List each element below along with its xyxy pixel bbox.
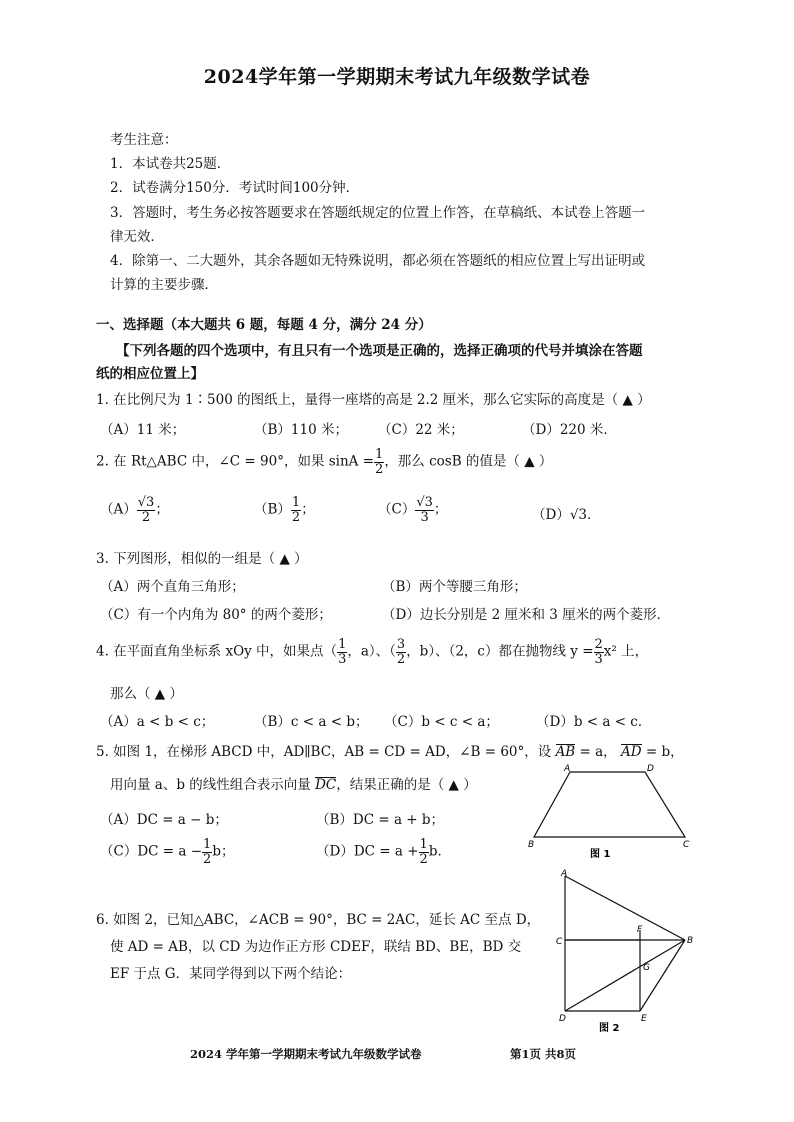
q5-option-c — [100, 838, 234, 866]
question-6-line-1: 6. 如图 2，已知△ABC，∠ACB = 90°，BC = 2AC，延长 AC 至点 D， — [96, 912, 541, 928]
q5-option-d — [316, 838, 451, 866]
option-part: b； — [212, 843, 235, 860]
notice-item: 1．本试卷共25题． — [110, 156, 231, 172]
question-4-stem-2: 那么（ ▲ ） — [110, 686, 183, 702]
q1-option-b: （B）110 米； — [254, 422, 348, 438]
notice-item: 4．除第一、二大题外，其余各题如无特殊说明，都必须在答题纸的相应位置上写出证明或 — [110, 253, 646, 269]
denominator: 2 — [419, 851, 428, 867]
vertex-label-d: D — [559, 1014, 566, 1024]
question-6-line-3: EF 于点 G．某同学得到以下两个结论： — [110, 966, 352, 982]
numerator: 1 — [291, 495, 301, 510]
q4-option-c: （C）b < c < a； — [384, 714, 499, 730]
denominator: 2 — [141, 509, 151, 525]
q3-option-c: （C）有一个内角为 80° 的两个菱形； — [100, 607, 332, 623]
q4-option-b: （B）c < a < b； — [254, 714, 369, 730]
numerator: 1 — [375, 447, 384, 462]
option-label: （A） — [100, 501, 137, 518]
option-end: ； — [301, 501, 315, 518]
page-number: 第1页 共8页 — [510, 1047, 577, 1061]
figure-1-caption: 图 1 — [590, 849, 611, 860]
q4-stem-part: ，a）、（ — [347, 643, 396, 660]
vertex-label-c: C — [683, 840, 690, 850]
option-part: b． — [428, 843, 451, 860]
q1-option-d: （D）220 米． — [522, 422, 617, 438]
question-6-line-2: 使 AD = AB，以 CD 为边作正方形 CDEF，联结 BD、BE，BD 交 — [110, 939, 522, 955]
option-part: （C）DC = a − — [100, 843, 203, 860]
question-4-stem — [96, 638, 648, 666]
fraction — [202, 838, 212, 866]
question-3-stem: 3. 下列图形，相似的一组是（ ▲ ） — [96, 551, 308, 567]
option-label: （B） — [254, 501, 291, 518]
q4-option-d: （D）b < a < c． — [536, 714, 652, 730]
notice-heading: 考生注意： — [110, 132, 178, 148]
option-part: （D）DC = a + — [316, 843, 419, 860]
question-1-stem: 1. 在比例尺为 1∶500 的图纸上，量得一座塔的高是 2.2 厘米，那么它实际的高度是（ ▲ ） — [96, 392, 651, 408]
q1-option-a: （A）11 米； — [100, 422, 186, 438]
option-end: ； — [155, 501, 169, 518]
numerator: 1 — [338, 637, 347, 652]
q2-option-c — [378, 496, 447, 524]
denominator: 3 — [420, 509, 429, 525]
q4-stem-part: x² 上， — [603, 643, 649, 660]
vertex-label-a: A — [564, 764, 571, 774]
vector-ad: AD — [620, 744, 642, 760]
q4-option-a: （A）a < b < c； — [100, 714, 215, 730]
notice-item: 计算的主要步骤． — [110, 277, 218, 293]
notice-item: 3．答题时，考生务必按答题要求在答题纸规定的位置上作答，在草稿纸、本试卷上答题一 — [110, 205, 646, 221]
question-5-stem — [96, 740, 684, 760]
denominator: 2 — [291, 509, 301, 525]
segment-be — [640, 940, 685, 1011]
page-title: 2024学年第一学期期末考试九年级数学试卷 — [203, 66, 591, 88]
numerator: 1 — [203, 837, 212, 852]
denominator: 2 — [396, 651, 406, 667]
numerator: 1 — [419, 837, 428, 852]
option-label: （C） — [378, 501, 416, 518]
vertex-label-b: B — [687, 936, 694, 946]
denominator: 2 — [203, 851, 212, 867]
q3-option-d: （D）边长分别是 2 厘米和 3 厘米的两个菱形． — [382, 607, 671, 623]
figure-2-caption: 图 2 — [599, 1023, 620, 1034]
q5-stem-part: ，结果正确的是（ ▲ ） — [336, 777, 477, 793]
figure-1-trapezoid — [520, 762, 700, 862]
q2-option-b — [254, 496, 315, 524]
fraction — [415, 496, 434, 524]
q5-stem-part: = b， — [641, 744, 684, 760]
fraction — [137, 496, 156, 524]
numerator: 2 — [594, 637, 603, 652]
q2-option-d: （D）√3． — [532, 507, 601, 523]
q5-option-b: （B）DC = a + b； — [316, 812, 445, 828]
fraction — [396, 638, 406, 666]
vertex-label-a: A — [561, 869, 568, 879]
section-instruction: 纸的相应位置上】 — [96, 366, 204, 382]
trapezoid-shape — [534, 772, 685, 837]
denominator: 2 — [375, 461, 384, 477]
fraction — [374, 448, 384, 476]
q3-option-b: （B）两个等腰三角形； — [382, 579, 527, 595]
segment-bd — [565, 940, 685, 1011]
vertex-label-f: F — [637, 925, 643, 935]
q2-option-a — [100, 496, 169, 524]
notice-item: 律无效． — [110, 229, 164, 245]
vertex-label-e: E — [641, 1014, 647, 1024]
vector-dc: DC — [315, 777, 337, 793]
q2-stem-part: ，那么 cosB 的值是（ ▲ ） — [384, 453, 553, 470]
denominator: 3 — [338, 651, 347, 667]
vertex-label-c: C — [556, 937, 563, 947]
fraction — [337, 638, 347, 666]
numerator: 3 — [396, 637, 406, 652]
section-heading: 一、选择题（本大题共 6 题，每题 4 分，满分 24 分） — [96, 317, 432, 333]
question-5-stem-2 — [110, 773, 477, 793]
q5-stem-part: = a， — [575, 744, 617, 760]
q5-stem-part: 5. 如图 1，在梯形 ABCD 中，AD∥BC，AB = CD = AD，∠B = 60°，设 — [96, 744, 552, 760]
vertex-label-g: G — [643, 963, 650, 973]
denominator: 3 — [594, 651, 603, 667]
fraction — [594, 638, 604, 666]
fraction — [291, 496, 301, 524]
figure-2-geometry — [555, 866, 705, 1036]
q4-stem-part: 4. 在平面直角坐标系 xOy 中，如果点（ — [96, 643, 338, 660]
q5-option-a: （A）DC = a − b； — [100, 812, 228, 828]
question-2-stem — [96, 448, 552, 476]
footer-title: 2024 学年第一学期期末考试九年级数学试卷 — [190, 1047, 422, 1061]
q1-option-c: （C）22 米； — [378, 422, 464, 438]
vector-ab: AB — [555, 744, 576, 760]
q5-stem-part: 用向量 a、b 的线性组合表示向量 — [110, 777, 311, 793]
section-instruction: 【下列各题的四个选项中，有且只有一个选项是正确的，选择正确项的代号并填涂在答题 — [116, 343, 643, 359]
fraction — [419, 838, 429, 866]
vertex-label-b: B — [528, 840, 535, 850]
q2-stem-part: 2. 在 Rt△ABC 中，∠C = 90°，如果 sinA = — [96, 453, 375, 470]
q3-option-a: （A）两个直角三角形； — [100, 579, 245, 595]
numerator: √3 — [137, 495, 155, 510]
numerator: √3 — [416, 495, 433, 510]
vertex-label-d: D — [647, 764, 654, 774]
option-end: ； — [433, 501, 448, 518]
q4-stem-part: ，b）、（2，c）都在抛物线 y = — [406, 643, 594, 660]
segment-ab — [565, 876, 685, 940]
notice-item: 2．试卷满分150分．考试时间100分钟． — [110, 180, 360, 196]
